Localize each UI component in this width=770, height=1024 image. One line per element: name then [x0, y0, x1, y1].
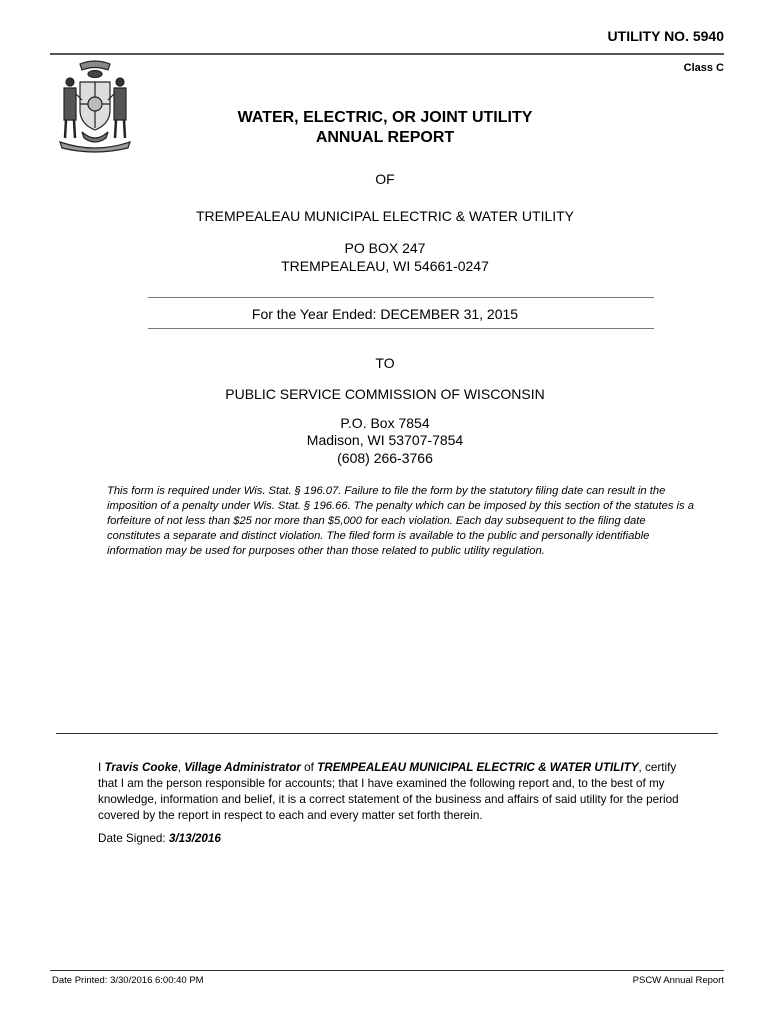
of-label: OF	[375, 171, 395, 187]
cert-person: Travis Cooke	[104, 761, 178, 774]
year-rule-top	[148, 297, 654, 298]
year-rule-bottom	[148, 328, 654, 329]
commission-name: PUBLIC SERVICE COMMISSION OF WISCONSIN	[225, 386, 545, 402]
footer-rule	[50, 970, 724, 971]
utility-name: TREMPEALEAU MUNICIPAL ELECTRIC & WATER UTILITY	[195, 208, 575, 224]
commission-address-line-2: Madison, WI 53707-7854	[306, 432, 464, 448]
year-ended: For the Year Ended: DECEMBER 31, 2015	[251, 306, 519, 322]
cert-of: of	[300, 761, 318, 774]
cert-role: Village Administrator	[184, 761, 301, 774]
utility-address-line-1: PO BOX 247	[344, 240, 426, 256]
commission-phone: (608) 266-3766	[337, 450, 433, 466]
cert-sep: ,	[177, 761, 185, 774]
report-title-line-1: WATER, ELECTRIC, OR JOINT UTILITY	[237, 109, 533, 126]
report-title-line-2: ANNUAL REPORT	[315, 129, 455, 146]
certification-statement	[98, 760, 698, 824]
section-rule	[56, 733, 718, 734]
date-signed-label: Date Signed:	[98, 832, 169, 845]
utility-address-line-2: TREMPEALEAU, WI 54661-0247	[281, 258, 489, 274]
cert-prefix: I	[98, 761, 105, 774]
report-title	[0, 108, 770, 148]
cert-utility: TREMPEALEAU MUNICIPAL ELECTRIC & WATER UTILITY	[317, 761, 639, 774]
report-name: PSCW Annual Report	[632, 975, 724, 986]
date-printed: Date Printed: 3/30/2016 6:00:40 PM	[52, 975, 204, 986]
to-label: TO	[375, 355, 395, 371]
header-rule	[50, 53, 724, 55]
date-signed	[98, 832, 221, 845]
utility-class: Class C	[683, 62, 724, 74]
statutory-notice: This form is required under Wis. Stat. § 196.07. Failure to file the form by the statutory filing date can result in the imposition of a penalty under Wis. Stat. § 196.66. The penalty which can be imposed by this section of the statutes is a forfeiture of not less than $25 nor more than $5,000 for each violation. Each day subsequent to the filing date constitutes a separate and distinct violation. The filed form is available to the public and personally identifiable information may be used for purposes other than those related to public utility regulation.	[107, 485, 694, 557]
cert-body: , certify that I am the person responsible for accounts; that I have examined the following report and, to the best of my knowledge, information and belief, it is a correct statement of the business and affairs of said utility for the period covered by the report in respect to each and every matter set forth therein.	[98, 761, 679, 822]
utility-number: UTILITY NO. 5940	[607, 28, 724, 44]
date-signed-value: 3/13/2016	[168, 832, 221, 845]
commission-address-line-1: P.O. Box 7854	[340, 415, 430, 431]
